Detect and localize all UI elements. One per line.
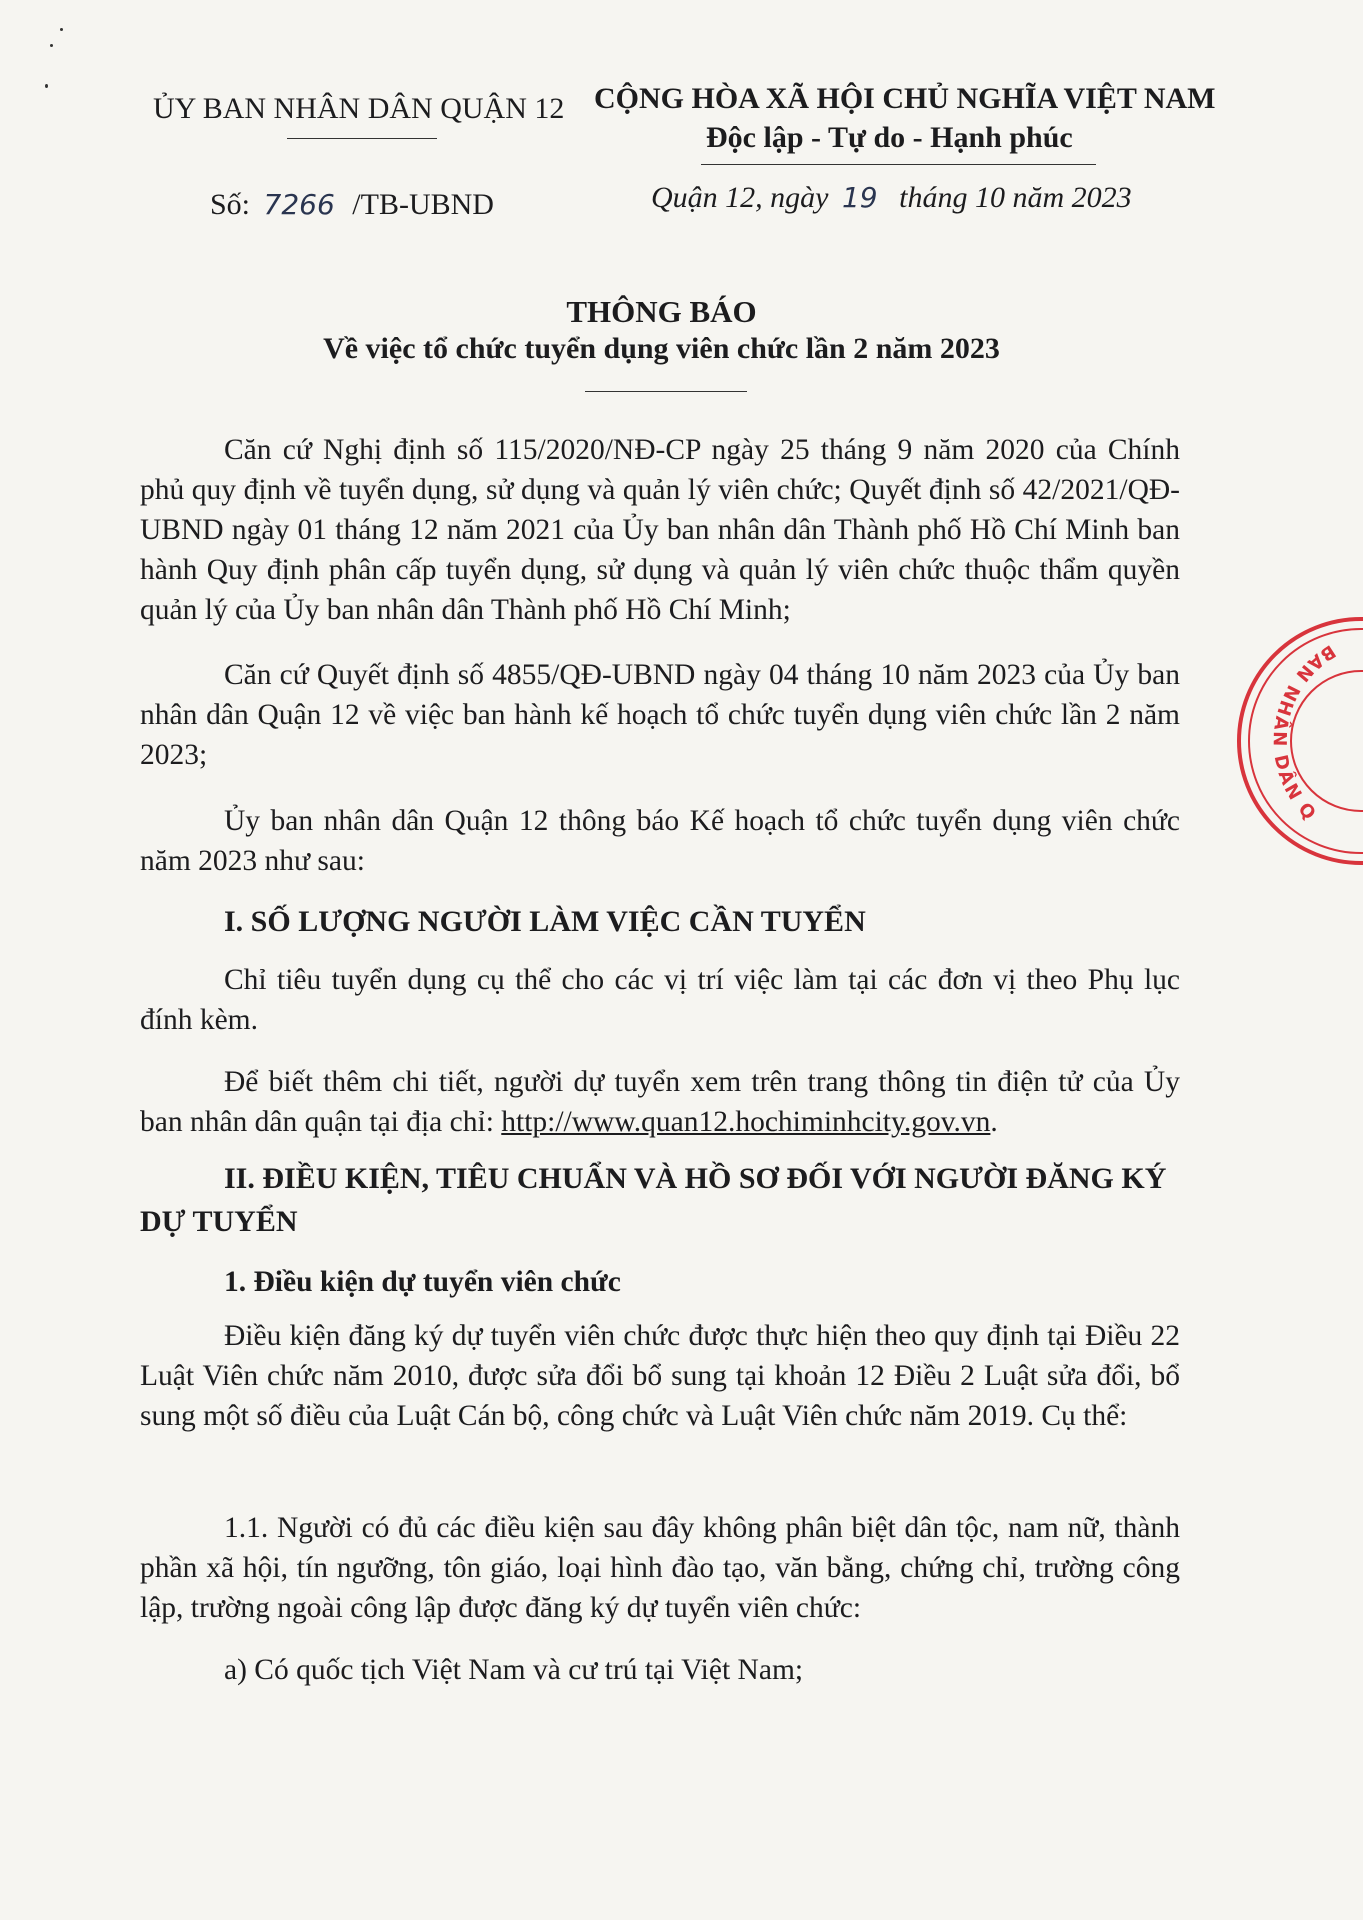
national-motto: Độc lập - Tự do - Hạnh phúc [706,121,1073,154]
date-part1: Quận 12, ngày [651,181,829,214]
paragraph-conditions: Điều kiện đăng ký dự tuyển viên chức được thực hiện theo quy định tại Điều 22 Luật Viên chức năm 2010, được sửa đổi bổ sung tại khoản 12 Điều 2 Luật sửa đổi, bổ sung một số điều của Luật Cán bộ, công chức và Luật Viên chức năm 2019. Cụ thể: [140,1320,1180,1432]
paragraph-details [140,1062,1180,1142]
paragraph-condition-1-1: 1.1. Người có đủ các điều kiện sau đây không phân biệt dân tộc, nam nữ, thành phần xã hội, tín ngưỡng, tôn giáo, loại hình đào tạo, văn bằng, chứng chỉ, trường công lập, trường ngoài công lập được đăng ký dự tuyển viên chức: [140,1512,1180,1624]
scan-speck [45,84,48,88]
subsection-1-heading: 1. Điều kiện dự tuyển viên chức [224,1266,621,1298]
section-2-heading: II. ĐIỀU KIỆN, TIÊU CHUẨN VÀ HỒ SƠ ĐỐI VỚI NGƯỜI ĐĂNG KÝ DỰ TUYỂN [140,1162,1167,1238]
paragraph-legal-basis-2: Căn cứ Quyết định số 4855/QĐ-UBND ngày 04 tháng 10 năm 2023 của Ủy ban nhân dân Quận 12 về việc ban hành kế hoạch tổ chức tuyển dụng viên chức lần 2 năm 2023; [140,659,1180,771]
doc-number [210,188,494,222]
website-link[interactable]: http://www.quan12.hochiminhcity.gov.vn [501,1106,991,1138]
title-underline [585,391,747,392]
section-1-heading: I. SỐ LƯỢNG NGƯỜI LÀM VIỆC CẦN TUYỂN [224,905,866,938]
document-title: THÔNG BÁO [566,294,757,329]
org-underline [287,138,437,139]
document-subtitle: Về việc tổ chức tuyển dụng viên chức lần 2 năm 2023 [323,332,1000,365]
seal-outer-ring [1239,619,1363,863]
doc-number-prefix: Số: [210,188,251,221]
scan-speck [50,44,53,47]
issue-date [651,181,1132,215]
motto-underline [701,164,1096,165]
scan-speck [60,28,63,31]
paragraph-announcement: Ủy ban nhân dân Quận 12 thông báo Kế hoạch tổ chức tuyển dụng viên chức năm 2023 như sau: [140,805,1180,877]
paragraph-quota: Chỉ tiêu tuyển dụng cụ thể cho các vị trí việc làm tại các đơn vị theo Phụ lục đính kèm. [140,964,1180,1036]
seal-text: BAN NHÂN DÂN Q [1268,640,1340,826]
date-day-handwritten: 19 [841,181,878,214]
official-seal-stamp [1233,616,1363,866]
paragraph-legal-basis-1: Căn cứ Nghị định số 115/2020/NĐ-CP ngày 25 tháng 9 năm 2020 của Chính phủ quy định về tuyển dụng, sử dụng và quản lý viên chức; Quyết định số 42/2021/QĐ-UBND ngày 01 tháng 12 năm 2021 của Ủy ban nhân dân Thành phố Hồ Chí Minh ban hành Quy định phân cấp tuyển dụng, sử dụng và quản lý viên chức thuộc thẩm quyền quản lý của Ủy ban nhân dân Thành phố Hồ Chí Minh; [140,434,1180,626]
doc-number-suffix: /TB-UBND [352,188,494,221]
paragraph-condition-a: a) Có quốc tịch Việt Nam và cư trú tại Việt Nam; [224,1654,804,1686]
country-name: CỘNG HÒA XÃ HỘI CHỦ NGHĨA VIỆT NAM [594,82,1216,115]
details-end: . [990,1106,998,1138]
details-text: Để biết thêm chi tiết, người dự tuyển xem trên trang thông tin điện tử của Ủy ban nhân dân quận tại địa chỉ: [140,1066,1180,1138]
doc-number-handwritten: 7266 [263,188,335,221]
date-part2: tháng 10 năm 2023 [899,181,1132,214]
org-name: ỦY BAN NHÂN DÂN QUẬN 12 [153,92,565,125]
